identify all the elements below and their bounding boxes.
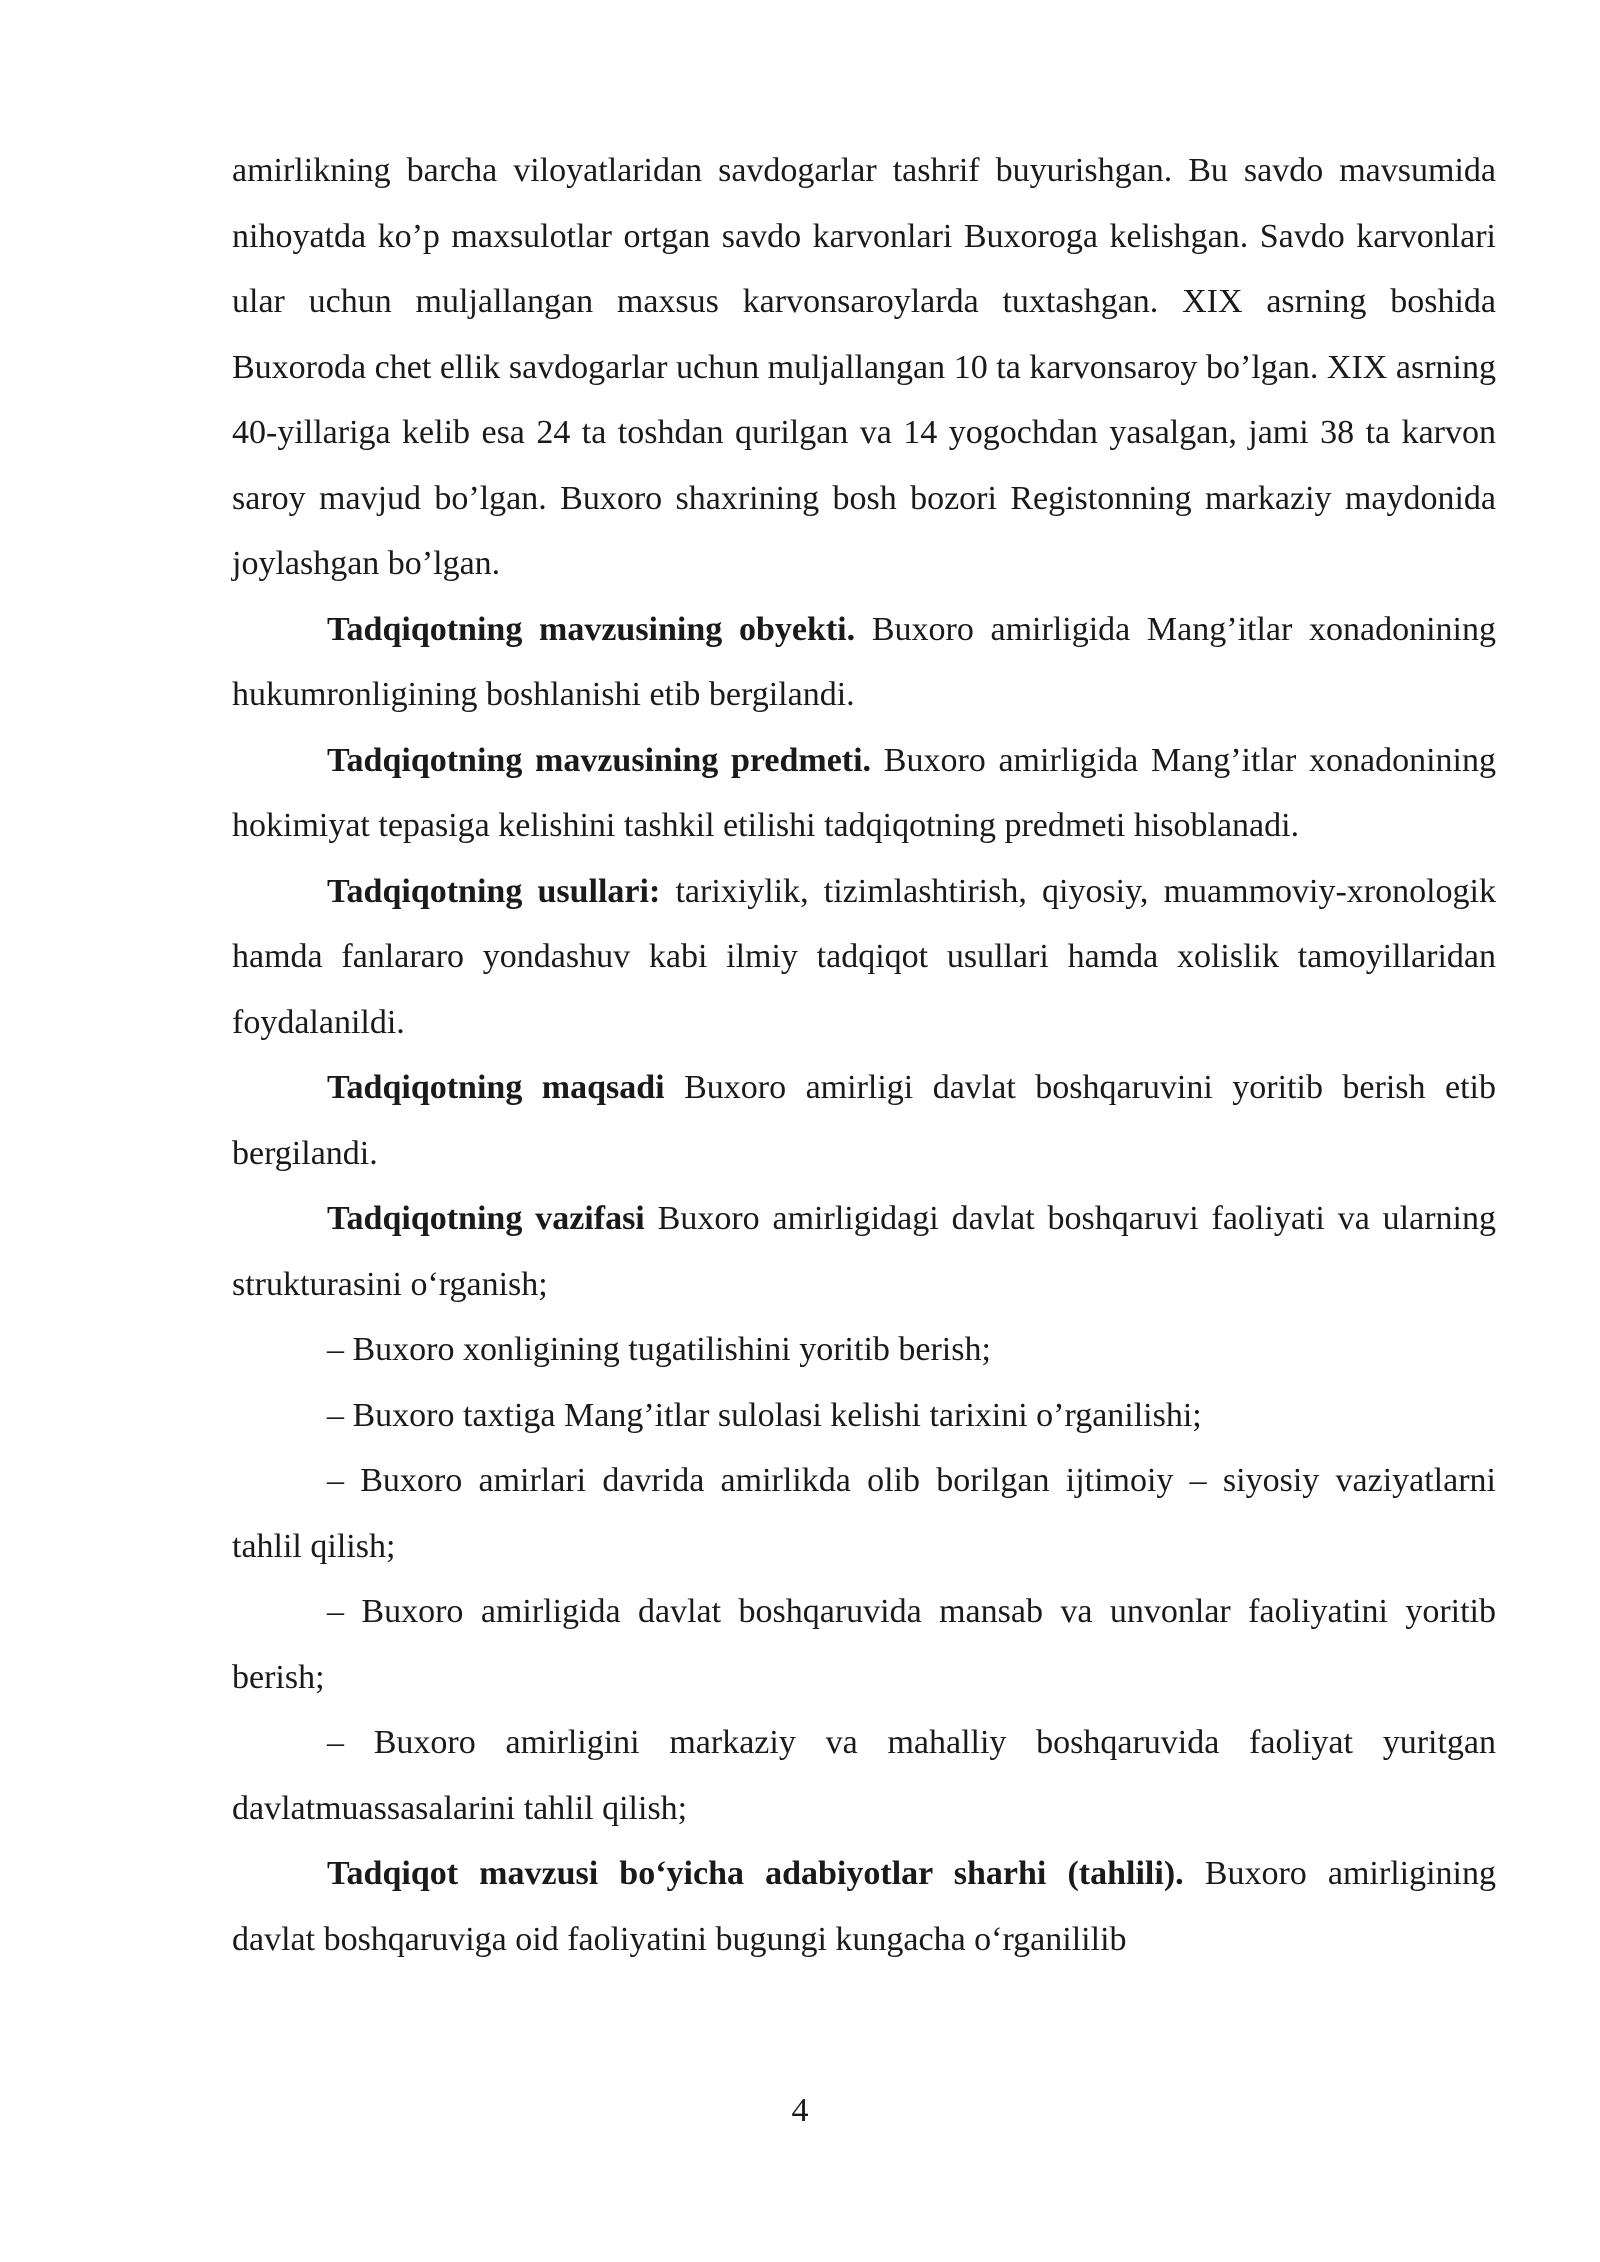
object-heading: Tadqiqotning mavzusining obyekti.: [327, 610, 856, 648]
subject-heading: Tadqiqotning mavzusining predmeti.: [327, 741, 872, 779]
literature-paragraph: [232, 1841, 1496, 1972]
tasks-text: Buxoro amirligidagi davlat boshqaruvi faoliyati va ularning strukturasini o‘rganish;: [232, 1200, 1496, 1303]
subject-paragraph: [232, 728, 1496, 859]
object-paragraph: [232, 597, 1496, 728]
subject-text: Buxoro amirligida Mang’itlar xonadonining hokimiyat tepasiga kelishini tashkil etilishi tadqiqotning predmeti hisoblanadi.: [232, 741, 1496, 844]
task-item-3: – Buxoro amirlari davrida amirlikda olib borilgan ijtimoiy – siyosiy vaziyatlarni tahlil qilish;: [232, 1462, 1496, 1565]
goal-heading: Tadqiqotning maqsadi: [327, 1069, 665, 1106]
methods-paragraph: [232, 859, 1496, 1056]
goal-text: Buxoro amirligi davlat boshqaruvini yoritib berish etib bergilandi.: [232, 1069, 1496, 1172]
methods-text: tarixiylik, tizimlashtirish, qiyosiy, muammoviy-xronologik hamda fanlararo yondashuv kabi ilmiy tadqiqot usullari hamda xolislik tamoyillaridan foydalanildi.: [232, 872, 1496, 1041]
goal-paragraph: [232, 1055, 1496, 1186]
task-item-2: – Buxoro taxtiga Mang’itlar sulolasi kelishi tarixini o’rganilishi;: [327, 1396, 1202, 1434]
object-text: Buxoro amirligida Mang’itlar xonadonining hukumronligining boshlanishi etib bergilandi.: [232, 610, 1496, 713]
literature-text: Buxoro amirligining davlat boshqaruviga oid faoliyatini bugungi kungacha o‘rganililib: [232, 1855, 1496, 1958]
task-item-1: – Buxoro xonligining tugatilishini yoritib berish;: [327, 1331, 991, 1368]
tasks-paragraph: [232, 1186, 1496, 1317]
document-page: [232, 138, 1496, 1972]
literature-heading: Tadqiqot mavzusi bo‘yicha adabiyotlar sharhi (tahlili).: [327, 1855, 1184, 1892]
page-number: 4: [791, 2092, 809, 2129]
tasks-heading: Tadqiqotning vazifasi: [327, 1200, 645, 1237]
intro-paragraph: amirlikning barcha viloyatlaridan savdogarlar tashrif buyurishgan. Bu savdo mavsumida nihoyatda ko’p maxsulotlar ortgan savdo karvonlari Buxoroga kelishgan. Savdo karvonlari ular uchun muljallangan maxsus karvonsaroylarda tuxtashgan. XIX asrning boshida Buxoroda chet ellik savdogarlar uchun muljallangan 10 ta karvonsaroy bo’lgan. XIX asrning 40-yillariga kelib esa 24 ta toshdan qurilgan va 14 yogochdan yasalgan, jami 38 ta karvon saroy mavjud bo’lgan. Buxoro shaxrining bosh bozori Registonning markaziy maydonida joylashgan bo’lgan.: [232, 152, 1496, 582]
task-item-5: – Buxoro amirligini markaziy va mahalliy boshqaruvida faoliyat yuritgan davlatmuassasalarini tahlil qilish;: [232, 1724, 1496, 1827]
methods-heading: Tadqiqotning usullari:: [327, 872, 661, 910]
task-item-4: – Buxoro amirligida davlat boshqaruvida mansab va unvonlar faoliyatini yoritib berish;: [232, 1593, 1496, 1696]
